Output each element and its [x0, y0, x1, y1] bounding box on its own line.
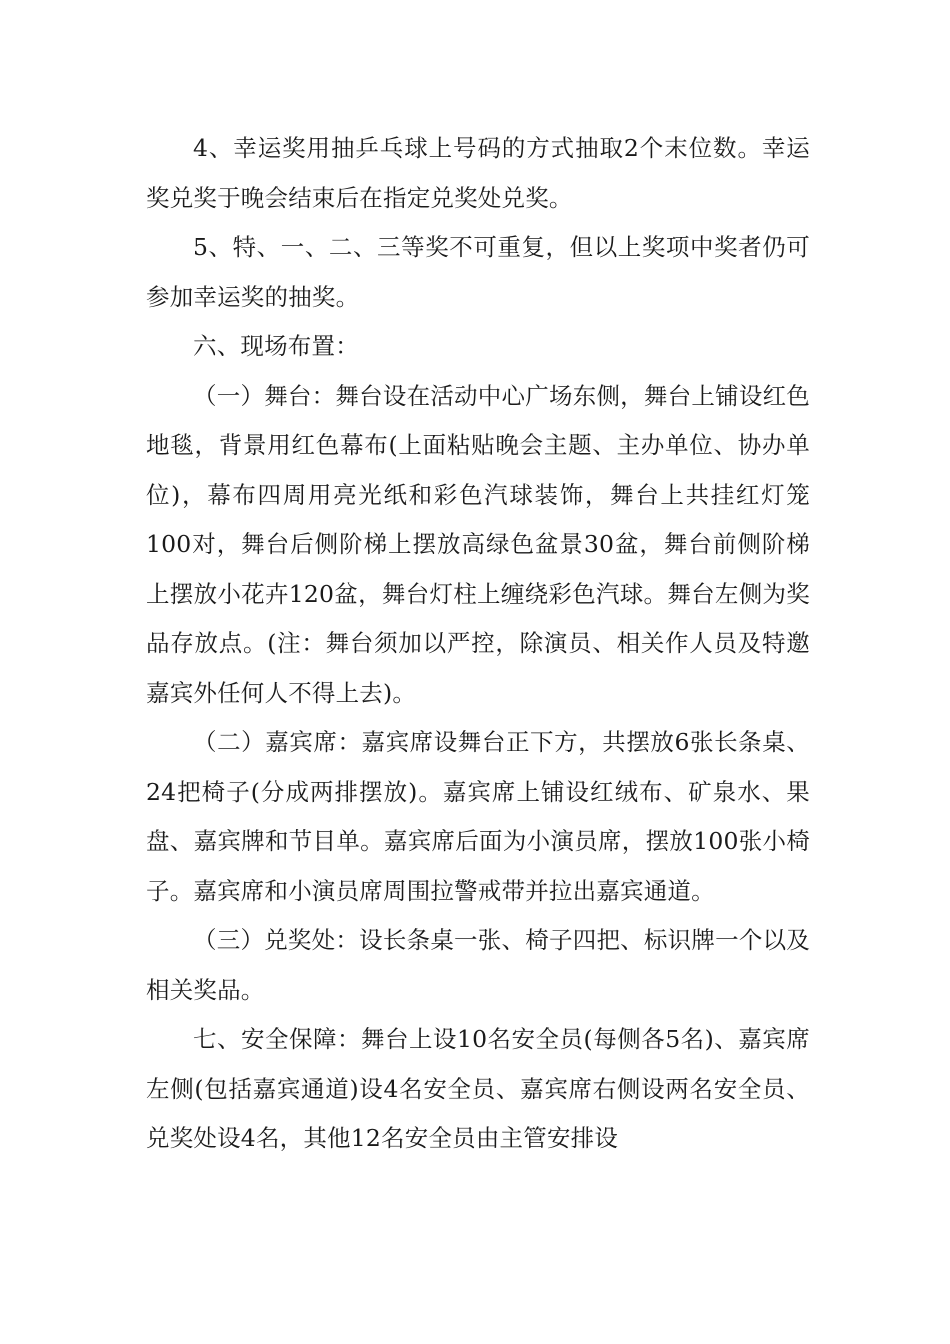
paragraph-guest-seats: （二）嘉宾席：嘉宾席设舞台正下方，共摆放6张长条桌、24把椅子(分成两排摆放)。嘉宾席上铺设红绒布、矿泉水、果盘、嘉宾牌和节目单。嘉宾席后面为小演员席，摆放100张小椅子。嘉宾席和小演员席周围拉警戒带并拉出嘉宾通道。	[146, 728, 810, 905]
paragraph-lucky-prize: 4、幸运奖用抽乒乓球上号码的方式抽取2个末位数。幸运奖兑奖于晚会结束后在指定兑奖处兑奖。	[146, 134, 810, 212]
paragraph-security: 七、安全保障：舞台上设10名安全员(每侧各5名)、嘉宾席左侧(包括嘉宾通道)设4名安全员、嘉宾席右侧设两名安全员、兑奖处设4名，其他12名安全员由主管安排设	[146, 1025, 810, 1152]
heading-venue-layout: 六、现场布置：	[193, 332, 359, 360]
document-body	[146, 124, 810, 1164]
paragraph-stage: （一）舞台：舞台设在活动中心广场东侧，舞台上铺设红色地毯，背景用红色幕布(上面粘贴晚会主题、主办单位、协办单位)，幕布四周用亮光纸和彩色汽球装饰，舞台上共挂红灯笼100对，舞台后侧阶梯上摆放高绿色盆景30盆，舞台前侧阶梯上摆放小花卉120盆，舞台灯柱上缠绕彩色汽球。舞台左侧为奖品存放点。(注：舞台须加以严控，除演员、相关作人员及特邀嘉宾外任何人不得上去)。	[146, 381, 810, 707]
paragraph-prize-desk: （三）兑奖处：设长条桌一张、椅子四把、标识牌一个以及相关奖品。	[146, 926, 810, 1004]
paragraph-no-repeat-prizes: 5、特、一、二、三等奖不可重复，但以上奖项中奖者仍可参加幸运奖的抽奖。	[146, 233, 810, 311]
